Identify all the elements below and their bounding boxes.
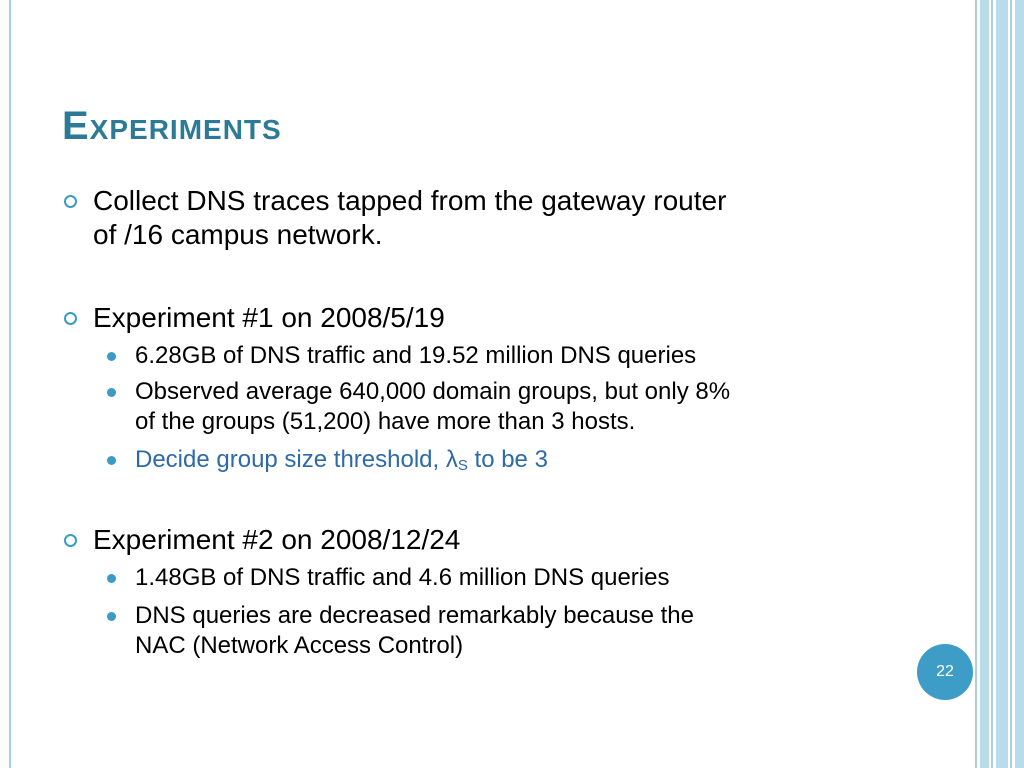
sub-bullet-text-line: Observed average 640,000 domain groups, but only 8% (135, 378, 731, 405)
bullet-item (62, 301, 882, 335)
sub-bullet-text-line: of the groups (51,200) have more than 3 hosts. (135, 408, 636, 435)
bullet-text: Experiment #1 on 2008/5/19 (93, 302, 445, 333)
sub-bullet-text: 6.28GB of DNS traffic and 19.52 million DNS queries (135, 342, 697, 369)
slide-title: Experiments (62, 104, 282, 148)
bullet-item (62, 523, 882, 557)
dot-bullet-icon (107, 612, 116, 621)
sub-bullet-item (62, 445, 882, 475)
side-stripe (996, 0, 1008, 768)
dot-bullet-icon (107, 574, 116, 583)
sub-bullet-text-line: NAC (Network Access Control) (135, 632, 464, 659)
side-stripe (991, 0, 993, 768)
side-stripe (980, 0, 989, 768)
hollow-circle-bullet-icon (64, 312, 77, 325)
bullet-text: Experiment #2 on 2008/12/24 (93, 524, 461, 555)
bullet-text-line: of /16 campus network. (93, 219, 383, 250)
hollow-circle-bullet-icon (64, 195, 77, 208)
sub-bullet-item (62, 377, 882, 437)
sub-bullet-text-line: DNS queries are decreased remarkably because the (135, 602, 694, 629)
page-number-badge: 22 (917, 644, 973, 700)
sub-bullet-item (62, 563, 882, 593)
side-stripe (1015, 0, 1024, 768)
bullet-item (62, 184, 882, 252)
bullet-text-line: Collect DNS traces tapped from the gateway router (93, 185, 727, 216)
dot-bullet-icon (107, 388, 116, 397)
sub-bullet-text: Decide group size threshold, λ (135, 446, 458, 473)
dot-bullet-icon (107, 456, 116, 465)
sub-bullet-item (62, 601, 882, 661)
hollow-circle-bullet-icon (64, 534, 77, 547)
bullet-list (62, 184, 882, 661)
side-stripe (1010, 0, 1012, 768)
sub-bullet-item (62, 341, 882, 371)
left-border-line (9, 0, 11, 768)
lambda-subscript: S (457, 457, 468, 474)
side-stripe (975, 0, 977, 768)
sub-bullet-text: to be 3 (467, 446, 548, 473)
dot-bullet-icon (107, 352, 116, 361)
sub-bullet-text: 1.48GB of DNS traffic and 4.6 million DNS queries (135, 564, 670, 591)
